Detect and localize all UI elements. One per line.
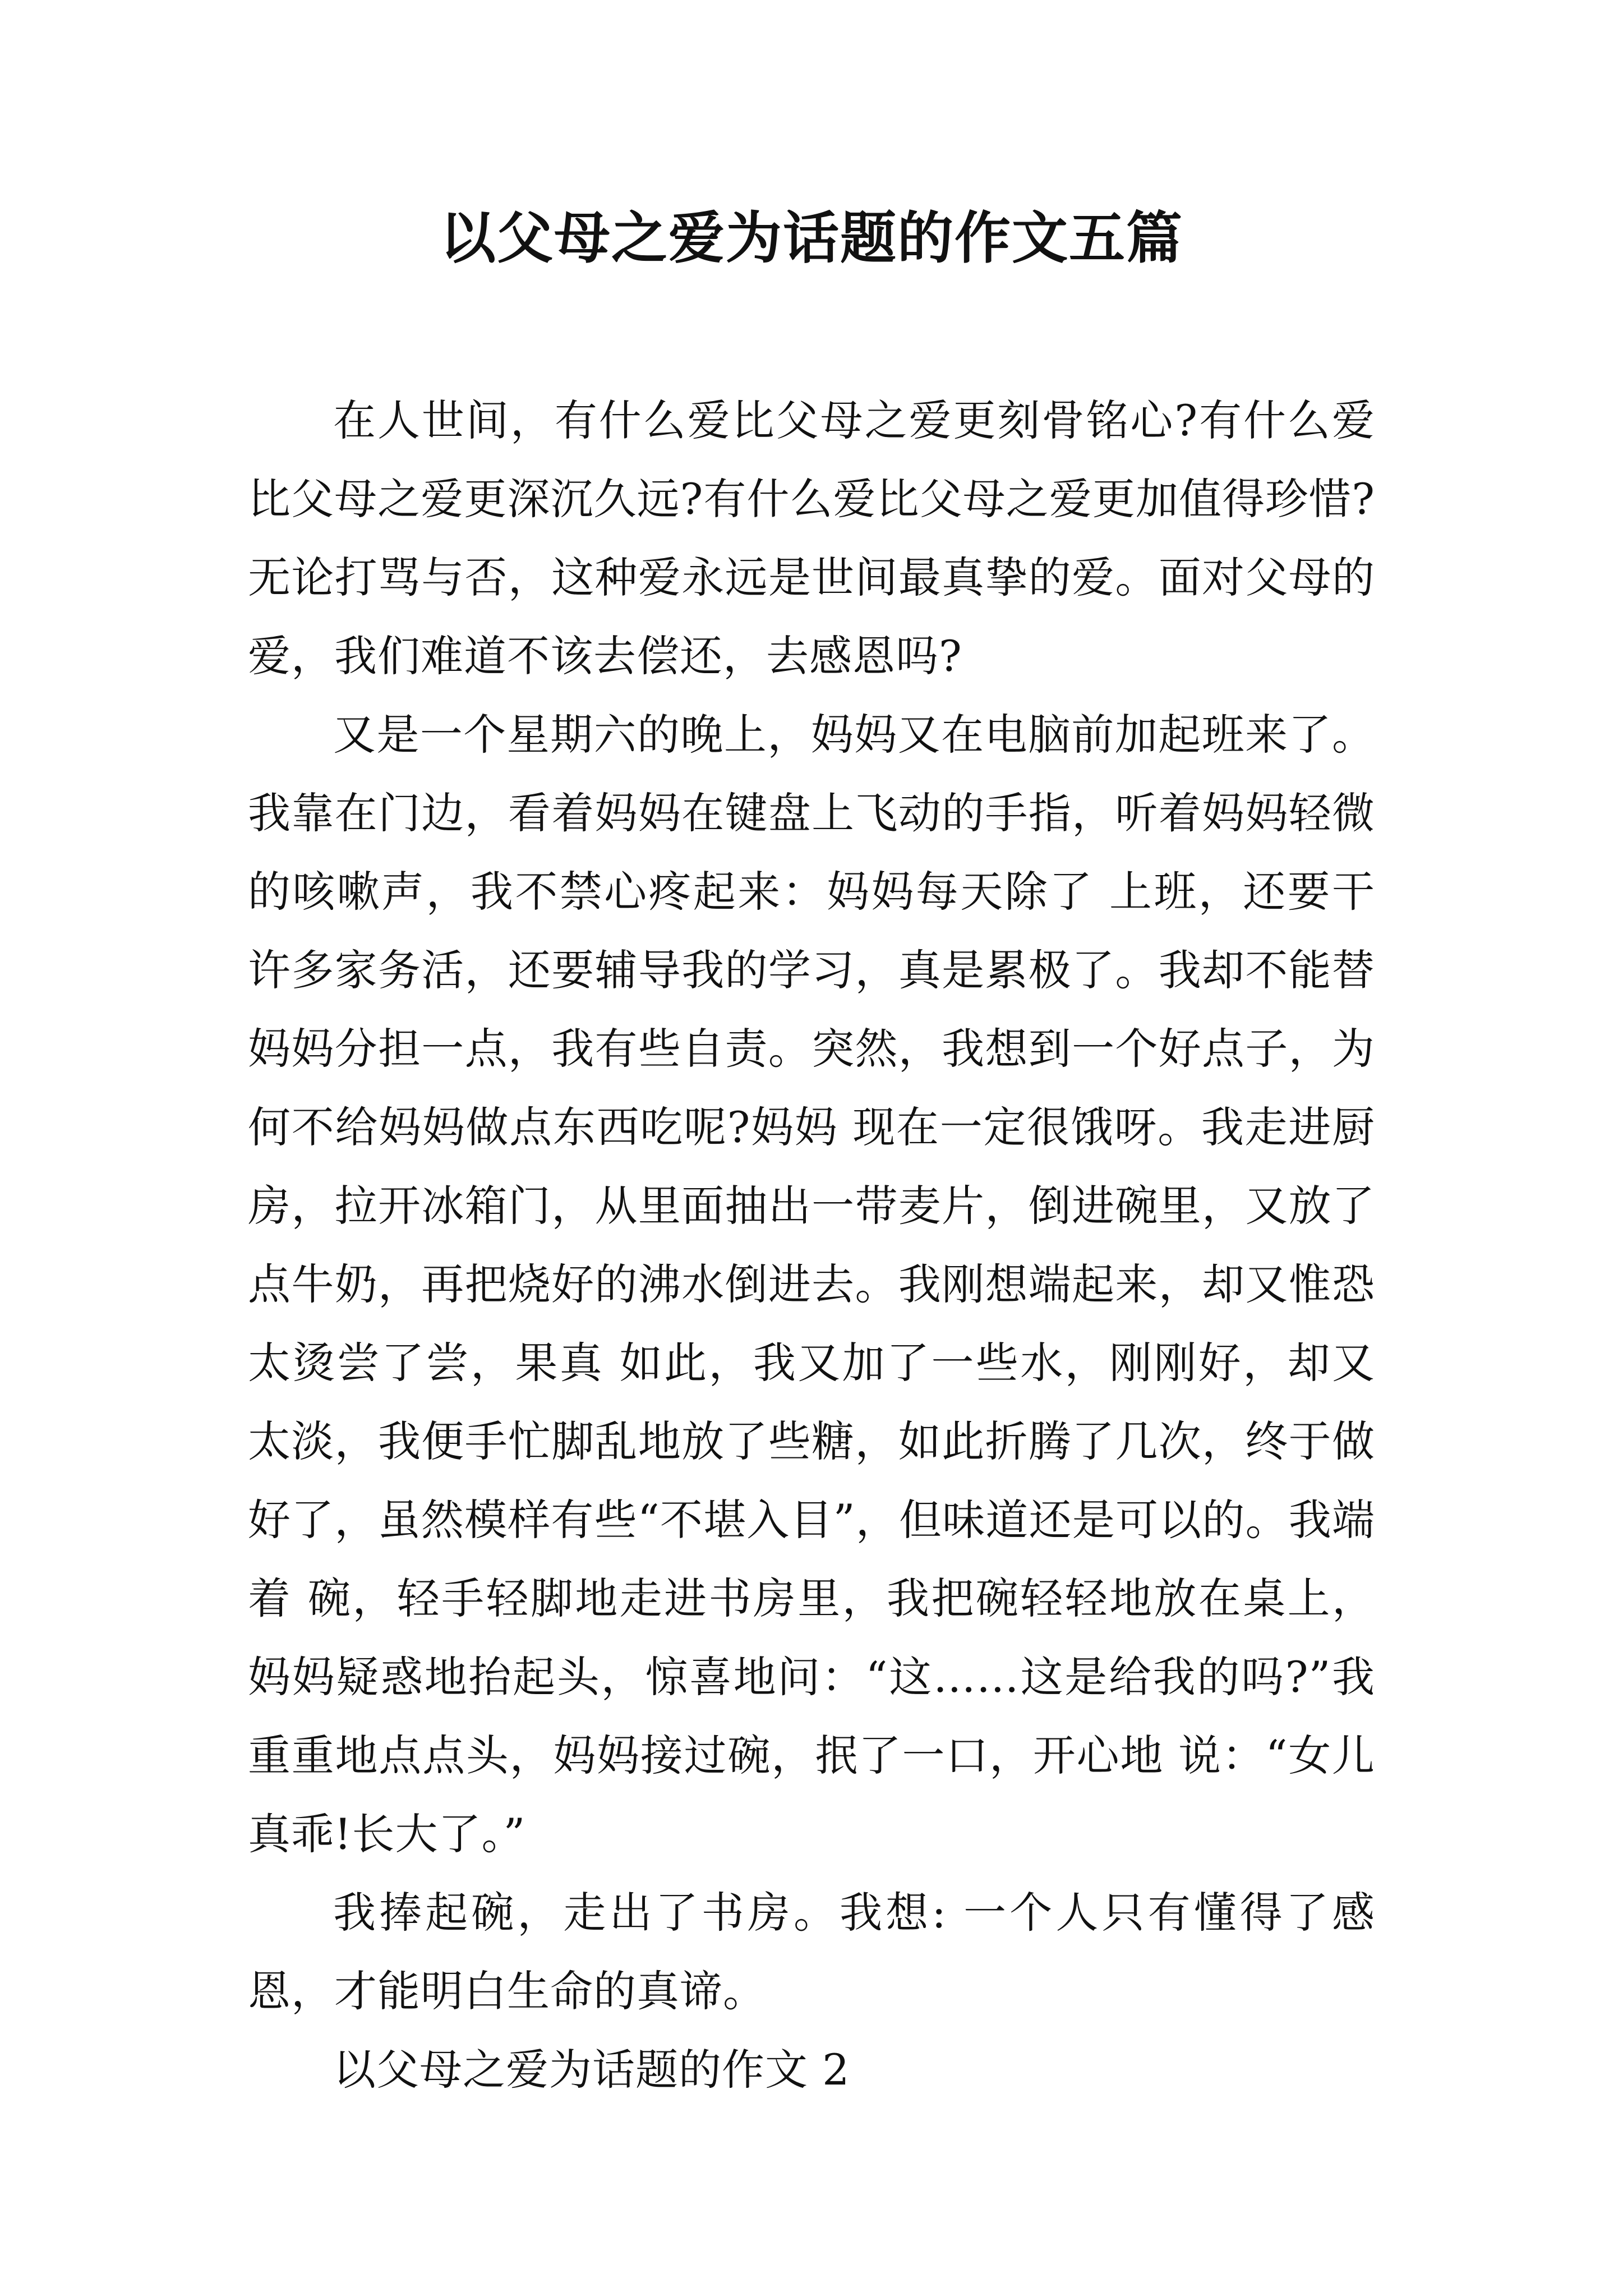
document-title: 以父母之爱为话题的作文五篇 xyxy=(440,205,1183,271)
paragraph-story: 又是一个星期六的晚上，妈妈又在电脑前加起班来了。我靠在门边，看着妈妈在键盘上飞动的手指，听着妈妈轻微的咳嗽声，我不禁心疼起来：妈妈每天除了 上班，还要干许多家务活，还要辅导我的学习，真是累极了。我却不能替妈妈分担一点，我有些自责。突然，我想到一个好点子，为何不给妈妈做点东西吃呢?妈妈 现在一定很饿呀。我走进厨房，拉开冰箱门，从里面抽出一带麦片，倒进碗里，又放了点牛奶，再把烧好的沸水倒进去。我刚想端起来，却又惟恐太烫尝了尝，果真 如此，我又加了一些水，刚刚好，却又太淡，我便手忙脚乱地放了些糖，如此折腾了几次，终于做好了，虽然模样有些“不堪入目”，但味道还是可以的。我端着 碗，轻手轻脚地走进书房里，我把碗轻轻地放在桌上，妈妈疑惑地抬起头，惊喜地问：“这……这是给我的吗?”我重重地点点头，妈妈接过碗，抿了一口，开心地 说：“女儿真乖!长大了。” xyxy=(248,710,1375,1859)
document-body xyxy=(248,381,1375,2109)
paragraph-intro: 在人世间，有什么爱比父母之爱更刻骨铭心?有什么爱比父母之爱更深沉久远?有什么爱比父母之爱更加值得珍惜?无论打骂与否，这种爱永远是世间最真挚的爱。面对父母的爱，我们难道不该去偿还，去感恩吗? xyxy=(248,395,1375,681)
paragraph-conclusion: 我捧起碗，走出了书房。我想: 一个人只有懂得了感恩，才能明白生命的真谛。 xyxy=(248,1888,1375,2016)
section-heading: 以父母之爱为话题的作文 2 xyxy=(333,2045,850,2095)
